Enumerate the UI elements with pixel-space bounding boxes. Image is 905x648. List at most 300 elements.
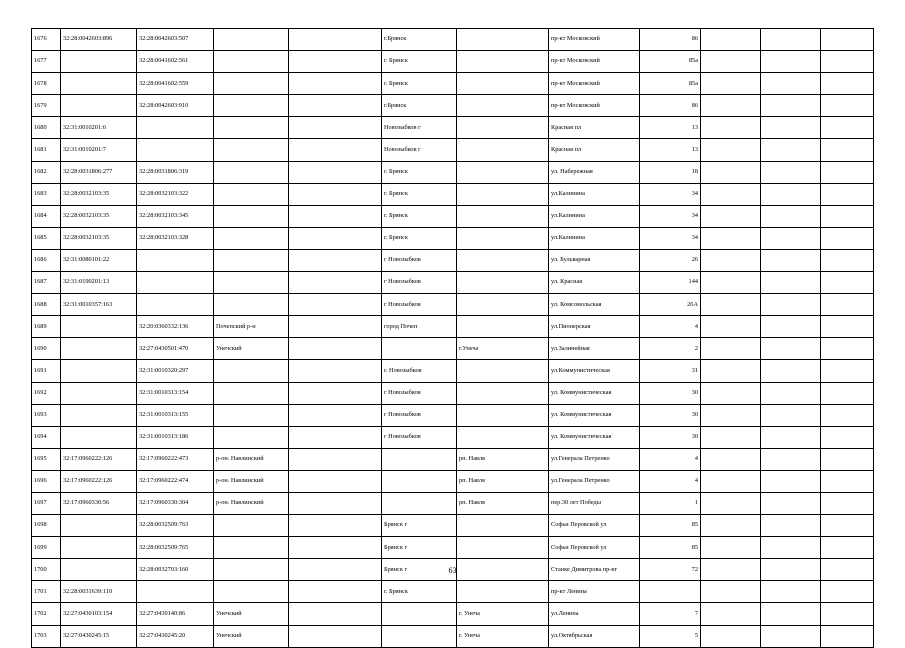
table-row (32, 272, 874, 294)
district-cell (214, 249, 289, 271)
table-row (32, 205, 874, 227)
street-cell: пер.30 лет Победы (549, 492, 640, 514)
locality-cell (382, 625, 457, 647)
column-10-cell (701, 205, 761, 227)
house-number-cell: 85 (640, 537, 701, 559)
street-cell: ул.Калинина (549, 183, 640, 205)
settlement-cell (457, 382, 549, 404)
column-5-cell (289, 272, 382, 294)
column-10-cell (701, 625, 761, 647)
row-number-cell: 1690 (32, 338, 61, 360)
row-number-cell: 1687 (32, 272, 61, 294)
column-5-cell (289, 360, 382, 382)
district-cell: р-он. Навлинский (214, 470, 289, 492)
column-10-cell (701, 249, 761, 271)
row-number-cell: 1683 (32, 183, 61, 205)
locality-cell: г Новозыбков (382, 382, 457, 404)
column-5-cell (289, 316, 382, 338)
cadastral-number-cell: 32:17:0960222:126 (61, 448, 137, 470)
cadastral-number-cell (61, 360, 137, 382)
house-number-cell: 31 (640, 360, 701, 382)
settlement-cell (457, 51, 549, 73)
object-cadastral-number-cell (137, 117, 214, 139)
settlement-cell (457, 29, 549, 51)
column-12-cell (821, 537, 874, 559)
house-number-cell: 5 (640, 625, 701, 647)
column-5-cell (289, 426, 382, 448)
column-10-cell (701, 73, 761, 95)
house-number-cell: 26А (640, 294, 701, 316)
row-number-cell: 1680 (32, 117, 61, 139)
table-row (32, 161, 874, 183)
house-number-cell: 85а (640, 51, 701, 73)
street-cell: ул.Коммунистическая (549, 360, 640, 382)
column-5-cell (289, 117, 382, 139)
settlement-cell (457, 227, 549, 249)
table-row (32, 603, 874, 625)
row-number-cell: 1682 (32, 161, 61, 183)
column-5-cell (289, 470, 382, 492)
column-10-cell (701, 117, 761, 139)
object-cadastral-number-cell: 32:28:0032509:765 (137, 537, 214, 559)
column-11-cell (761, 448, 821, 470)
locality-cell: г. Брянск (382, 73, 457, 95)
house-number-cell: 18 (640, 161, 701, 183)
column-10-cell (701, 603, 761, 625)
object-cadastral-number-cell: 32:28:0031806:319 (137, 161, 214, 183)
street-cell: ул.Пионерская (549, 316, 640, 338)
locality-cell: Новозыбков г (382, 139, 457, 161)
column-11-cell (761, 470, 821, 492)
column-11-cell (761, 515, 821, 537)
column-11-cell (761, 227, 821, 249)
street-cell: пр-кт Московский (549, 51, 640, 73)
cadastral-number-cell: 32:28:0032103:35 (61, 205, 137, 227)
column-11-cell (761, 95, 821, 117)
district-cell: Унечский (214, 338, 289, 360)
settlement-cell (457, 183, 549, 205)
column-11-cell (761, 161, 821, 183)
column-12-cell (821, 29, 874, 51)
row-number-cell: 1685 (32, 227, 61, 249)
row-number-cell: 1679 (32, 95, 61, 117)
column-5-cell (289, 492, 382, 514)
street-cell: Софьи Перовской ул (549, 537, 640, 559)
column-12-cell (821, 117, 874, 139)
cadastral-number-cell: 32:28:0032103:35 (61, 227, 137, 249)
house-number-cell: 34 (640, 183, 701, 205)
column-10-cell (701, 537, 761, 559)
house-number-cell: 30 (640, 426, 701, 448)
settlement-cell: рп. Навля (457, 492, 549, 514)
district-cell (214, 139, 289, 161)
settlement-cell: рп. Навля (457, 470, 549, 492)
object-cadastral-number-cell: 32:28:0042603:507 (137, 29, 214, 51)
column-12-cell (821, 382, 874, 404)
district-cell (214, 117, 289, 139)
column-12-cell (821, 294, 874, 316)
table-row (32, 139, 874, 161)
column-11-cell (761, 139, 821, 161)
object-cadastral-number-cell (137, 139, 214, 161)
object-cadastral-number-cell: 32:31:0010320:297 (137, 360, 214, 382)
locality-cell: г. Брянск (382, 581, 457, 603)
row-number-cell: 1676 (32, 29, 61, 51)
cadastral-number-cell: 32:28:0032103:35 (61, 183, 137, 205)
row-number-cell: 1700 (32, 559, 61, 581)
row-number-cell: 1694 (32, 426, 61, 448)
street-cell: Красная пл (549, 139, 640, 161)
column-12-cell (821, 161, 874, 183)
district-cell (214, 161, 289, 183)
page-number: 63 (448, 566, 457, 575)
object-cadastral-number-cell: 32:28:0032103:345 (137, 205, 214, 227)
cadastral-number-cell: 32:28:0042603:896 (61, 29, 137, 51)
column-10-cell (701, 161, 761, 183)
column-10-cell (701, 515, 761, 537)
settlement-cell (457, 404, 549, 426)
object-cadastral-number-cell: 32:20:0360332:136 (137, 316, 214, 338)
house-number-cell: 7 (640, 603, 701, 625)
column-12-cell (821, 272, 874, 294)
column-12-cell (821, 249, 874, 271)
street-cell: ул. Бульварная (549, 249, 640, 271)
district-cell (214, 205, 289, 227)
column-10-cell (701, 360, 761, 382)
table-row (32, 625, 874, 647)
district-cell (214, 73, 289, 95)
district-cell (214, 404, 289, 426)
row-number-cell: 1686 (32, 249, 61, 271)
row-number-cell: 1698 (32, 515, 61, 537)
column-5-cell (289, 139, 382, 161)
column-12-cell (821, 470, 874, 492)
settlement-cell (457, 272, 549, 294)
column-5-cell (289, 581, 382, 603)
column-10-cell (701, 227, 761, 249)
district-cell: Унечский (214, 603, 289, 625)
column-5-cell (289, 205, 382, 227)
column-12-cell (821, 625, 874, 647)
settlement-cell (457, 360, 549, 382)
column-5-cell (289, 161, 382, 183)
settlement-cell (457, 139, 549, 161)
column-10-cell (701, 581, 761, 603)
column-12-cell (821, 51, 874, 73)
column-12-cell (821, 205, 874, 227)
column-12-cell (821, 73, 874, 95)
cadastral-number-cell: 32:31:0010357:163 (61, 294, 137, 316)
locality-cell: Брянск г (382, 537, 457, 559)
street-cell: ул. Коммунистическая (549, 404, 640, 426)
object-cadastral-number-cell: 32:31:0010313:155 (137, 404, 214, 426)
district-cell (214, 29, 289, 51)
column-5-cell (289, 95, 382, 117)
street-cell: ул. Комсомольская (549, 294, 640, 316)
table-row (32, 29, 874, 51)
cadastral-number-cell: 32:17:0960222:126 (61, 470, 137, 492)
district-cell: р-он. Навлинский (214, 492, 289, 514)
locality-cell: г Новозыбков (382, 426, 457, 448)
object-cadastral-number-cell: 32:28:0032103:328 (137, 227, 214, 249)
table-row (32, 581, 874, 603)
cadastral-number-cell: 32:27:0430245:15 (61, 625, 137, 647)
object-cadastral-number-cell: 32:28:0032103:322 (137, 183, 214, 205)
locality-cell (382, 448, 457, 470)
column-5-cell (289, 29, 382, 51)
column-5-cell (289, 183, 382, 205)
locality-cell: г. Брянск (382, 227, 457, 249)
object-cadastral-number-cell (137, 294, 214, 316)
column-10-cell (701, 294, 761, 316)
column-5-cell (289, 448, 382, 470)
settlement-cell (457, 95, 549, 117)
column-11-cell (761, 205, 821, 227)
cadastral-number-cell: 32:31:0080101:22 (61, 249, 137, 271)
table-row (32, 95, 874, 117)
column-10-cell (701, 448, 761, 470)
settlement-cell: рп. Навля (457, 448, 549, 470)
district-cell (214, 51, 289, 73)
house-number-cell: 72 (640, 559, 701, 581)
street-cell: ул.Калинина (549, 227, 640, 249)
locality-cell: город Почеп (382, 316, 457, 338)
column-12-cell (821, 360, 874, 382)
house-number-cell: 86 (640, 29, 701, 51)
column-11-cell (761, 29, 821, 51)
column-10-cell (701, 29, 761, 51)
cadastral-number-cell (61, 51, 137, 73)
locality-cell: г Новозыбков (382, 404, 457, 426)
street-cell: пр-кт Московский (549, 95, 640, 117)
house-number-cell: 30 (640, 404, 701, 426)
column-10-cell (701, 492, 761, 514)
district-cell (214, 515, 289, 537)
table-row (32, 492, 874, 514)
row-number-cell: 1699 (32, 537, 61, 559)
locality-cell: г.Брянск (382, 29, 457, 51)
object-cadastral-number-cell: 32:17:0960222:473 (137, 448, 214, 470)
district-cell (214, 537, 289, 559)
cadastral-number-cell (61, 426, 137, 448)
row-number-cell: 1681 (32, 139, 61, 161)
table-row (32, 227, 874, 249)
column-11-cell (761, 51, 821, 73)
locality-cell: Новозыбков г (382, 117, 457, 139)
settlement-cell (457, 117, 549, 139)
column-5-cell (289, 537, 382, 559)
column-11-cell (761, 426, 821, 448)
column-11-cell (761, 338, 821, 360)
column-12-cell (821, 581, 874, 603)
column-10-cell (701, 426, 761, 448)
cadastral-number-cell: 32:27:0430103:154 (61, 603, 137, 625)
house-number-cell: 4 (640, 470, 701, 492)
column-5-cell (289, 603, 382, 625)
column-12-cell (821, 95, 874, 117)
settlement-cell (457, 515, 549, 537)
cadastral-number-cell: 32:17:0960330:56 (61, 492, 137, 514)
street-cell: пр-кт Московский (549, 29, 640, 51)
column-5-cell (289, 404, 382, 426)
column-11-cell (761, 272, 821, 294)
row-number-cell: 1696 (32, 470, 61, 492)
cadastral-number-cell (61, 382, 137, 404)
settlement-cell: г.Унеча (457, 338, 549, 360)
column-5-cell (289, 73, 382, 95)
column-10-cell (701, 404, 761, 426)
table-row (32, 249, 874, 271)
column-5-cell (289, 249, 382, 271)
street-cell: ул.Генерала Петренко (549, 470, 640, 492)
column-12-cell (821, 603, 874, 625)
district-cell (214, 581, 289, 603)
cadastral-number-cell (61, 404, 137, 426)
locality-cell (382, 492, 457, 514)
row-number-cell: 1703 (32, 625, 61, 647)
locality-cell (382, 603, 457, 625)
house-number-cell: 13 (640, 139, 701, 161)
settlement-cell: г. Унеча (457, 625, 549, 647)
house-number-cell: 13 (640, 117, 701, 139)
street-cell: ул. Коммунистическая (549, 382, 640, 404)
district-cell (214, 294, 289, 316)
row-number-cell: 1701 (32, 581, 61, 603)
locality-cell: г. Брянск (382, 205, 457, 227)
cadastral-number-cell: 32:31:0190201:13 (61, 272, 137, 294)
settlement-cell (457, 581, 549, 603)
settlement-cell (457, 161, 549, 183)
street-cell: ул.Калинина (549, 205, 640, 227)
table-row (32, 183, 874, 205)
table-row (32, 404, 874, 426)
locality-cell: г Новозыбков (382, 272, 457, 294)
column-10-cell (701, 139, 761, 161)
locality-cell: г. Брянск (382, 161, 457, 183)
street-cell: пр-кт Ленина (549, 581, 640, 603)
cadastral-number-cell: 32:28:0031639:110 (61, 581, 137, 603)
column-11-cell (761, 360, 821, 382)
object-cadastral-number-cell: 32:28:0041602:559 (137, 73, 214, 95)
table-row (32, 316, 874, 338)
house-number-cell: 1 (640, 492, 701, 514)
object-cadastral-number-cell: 32:27:0430501:470 (137, 338, 214, 360)
cadastral-number-cell (61, 537, 137, 559)
locality-cell: г. Новозыбков (382, 360, 457, 382)
row-number-cell: 1697 (32, 492, 61, 514)
register-table (31, 28, 874, 648)
column-11-cell (761, 316, 821, 338)
column-12-cell (821, 316, 874, 338)
locality-cell: г. Брянск (382, 51, 457, 73)
table-row (32, 382, 874, 404)
row-number-cell: 1684 (32, 205, 61, 227)
house-number-cell: 144 (640, 272, 701, 294)
column-11-cell (761, 537, 821, 559)
locality-cell (382, 338, 457, 360)
column-5-cell (289, 338, 382, 360)
row-number-cell: 1695 (32, 448, 61, 470)
cadastral-number-cell (61, 338, 137, 360)
house-number-cell: 34 (640, 205, 701, 227)
district-cell (214, 426, 289, 448)
settlement-cell (457, 249, 549, 271)
street-cell: ул.Залинейная (549, 338, 640, 360)
object-cadastral-number-cell: 32:31:0010313:154 (137, 382, 214, 404)
street-cell: Станке Димитрова пр-кт (549, 559, 640, 581)
object-cadastral-number-cell: 32:28:0041602:561 (137, 51, 214, 73)
house-number-cell: 4 (640, 316, 701, 338)
district-cell: Унечский (214, 625, 289, 647)
object-cadastral-number-cell: 32:27:0430245:20 (137, 625, 214, 647)
table-row (32, 470, 874, 492)
column-11-cell (761, 625, 821, 647)
street-cell: Красная пл (549, 117, 640, 139)
table-row (32, 515, 874, 537)
settlement-cell (457, 294, 549, 316)
district-cell: Почепский р-н (214, 316, 289, 338)
street-cell: ул.Ленина (549, 603, 640, 625)
table-row (32, 294, 874, 316)
settlement-cell: г. Унеча (457, 603, 549, 625)
column-5-cell (289, 51, 382, 73)
table-row (32, 360, 874, 382)
locality-cell: г Новозыбков (382, 294, 457, 316)
object-cadastral-number-cell: 32:28:0032509:763 (137, 515, 214, 537)
object-cadastral-number-cell: 32:27:0430140:86 (137, 603, 214, 625)
column-5-cell (289, 625, 382, 647)
column-12-cell (821, 426, 874, 448)
row-number-cell: 1689 (32, 316, 61, 338)
column-10-cell (701, 51, 761, 73)
column-5-cell (289, 227, 382, 249)
district-cell: р-он. Навлинский (214, 448, 289, 470)
cadastral-number-cell: 32:31:0010201:7 (61, 139, 137, 161)
object-cadastral-number-cell (137, 272, 214, 294)
object-cadastral-number-cell (137, 249, 214, 271)
district-cell (214, 227, 289, 249)
settlement-cell (457, 426, 549, 448)
house-number-cell: 86 (640, 95, 701, 117)
house-number-cell: 2 (640, 338, 701, 360)
street-cell: Софьи Перовской ул (549, 515, 640, 537)
table-row (32, 338, 874, 360)
column-10-cell (701, 95, 761, 117)
column-10-cell (701, 338, 761, 360)
table-row (32, 51, 874, 73)
object-cadastral-number-cell (137, 581, 214, 603)
column-11-cell (761, 294, 821, 316)
column-12-cell (821, 183, 874, 205)
object-cadastral-number-cell: 32:31:0010313:186 (137, 426, 214, 448)
locality-cell: г. Брянск (382, 183, 457, 205)
district-cell (214, 360, 289, 382)
column-12-cell (821, 515, 874, 537)
cadastral-number-cell: 32:28:0031806:277 (61, 161, 137, 183)
object-cadastral-number-cell: 32:28:0032703:160 (137, 559, 214, 581)
locality-cell: г Новозыбков (382, 249, 457, 271)
column-11-cell (761, 249, 821, 271)
table-row (32, 426, 874, 448)
row-number-cell: 1692 (32, 382, 61, 404)
row-number-cell: 1691 (32, 360, 61, 382)
column-12-cell (821, 338, 874, 360)
table-row (32, 448, 874, 470)
column-12-cell (821, 227, 874, 249)
cadastral-number-cell (61, 515, 137, 537)
column-10-cell (701, 470, 761, 492)
column-11-cell (761, 603, 821, 625)
